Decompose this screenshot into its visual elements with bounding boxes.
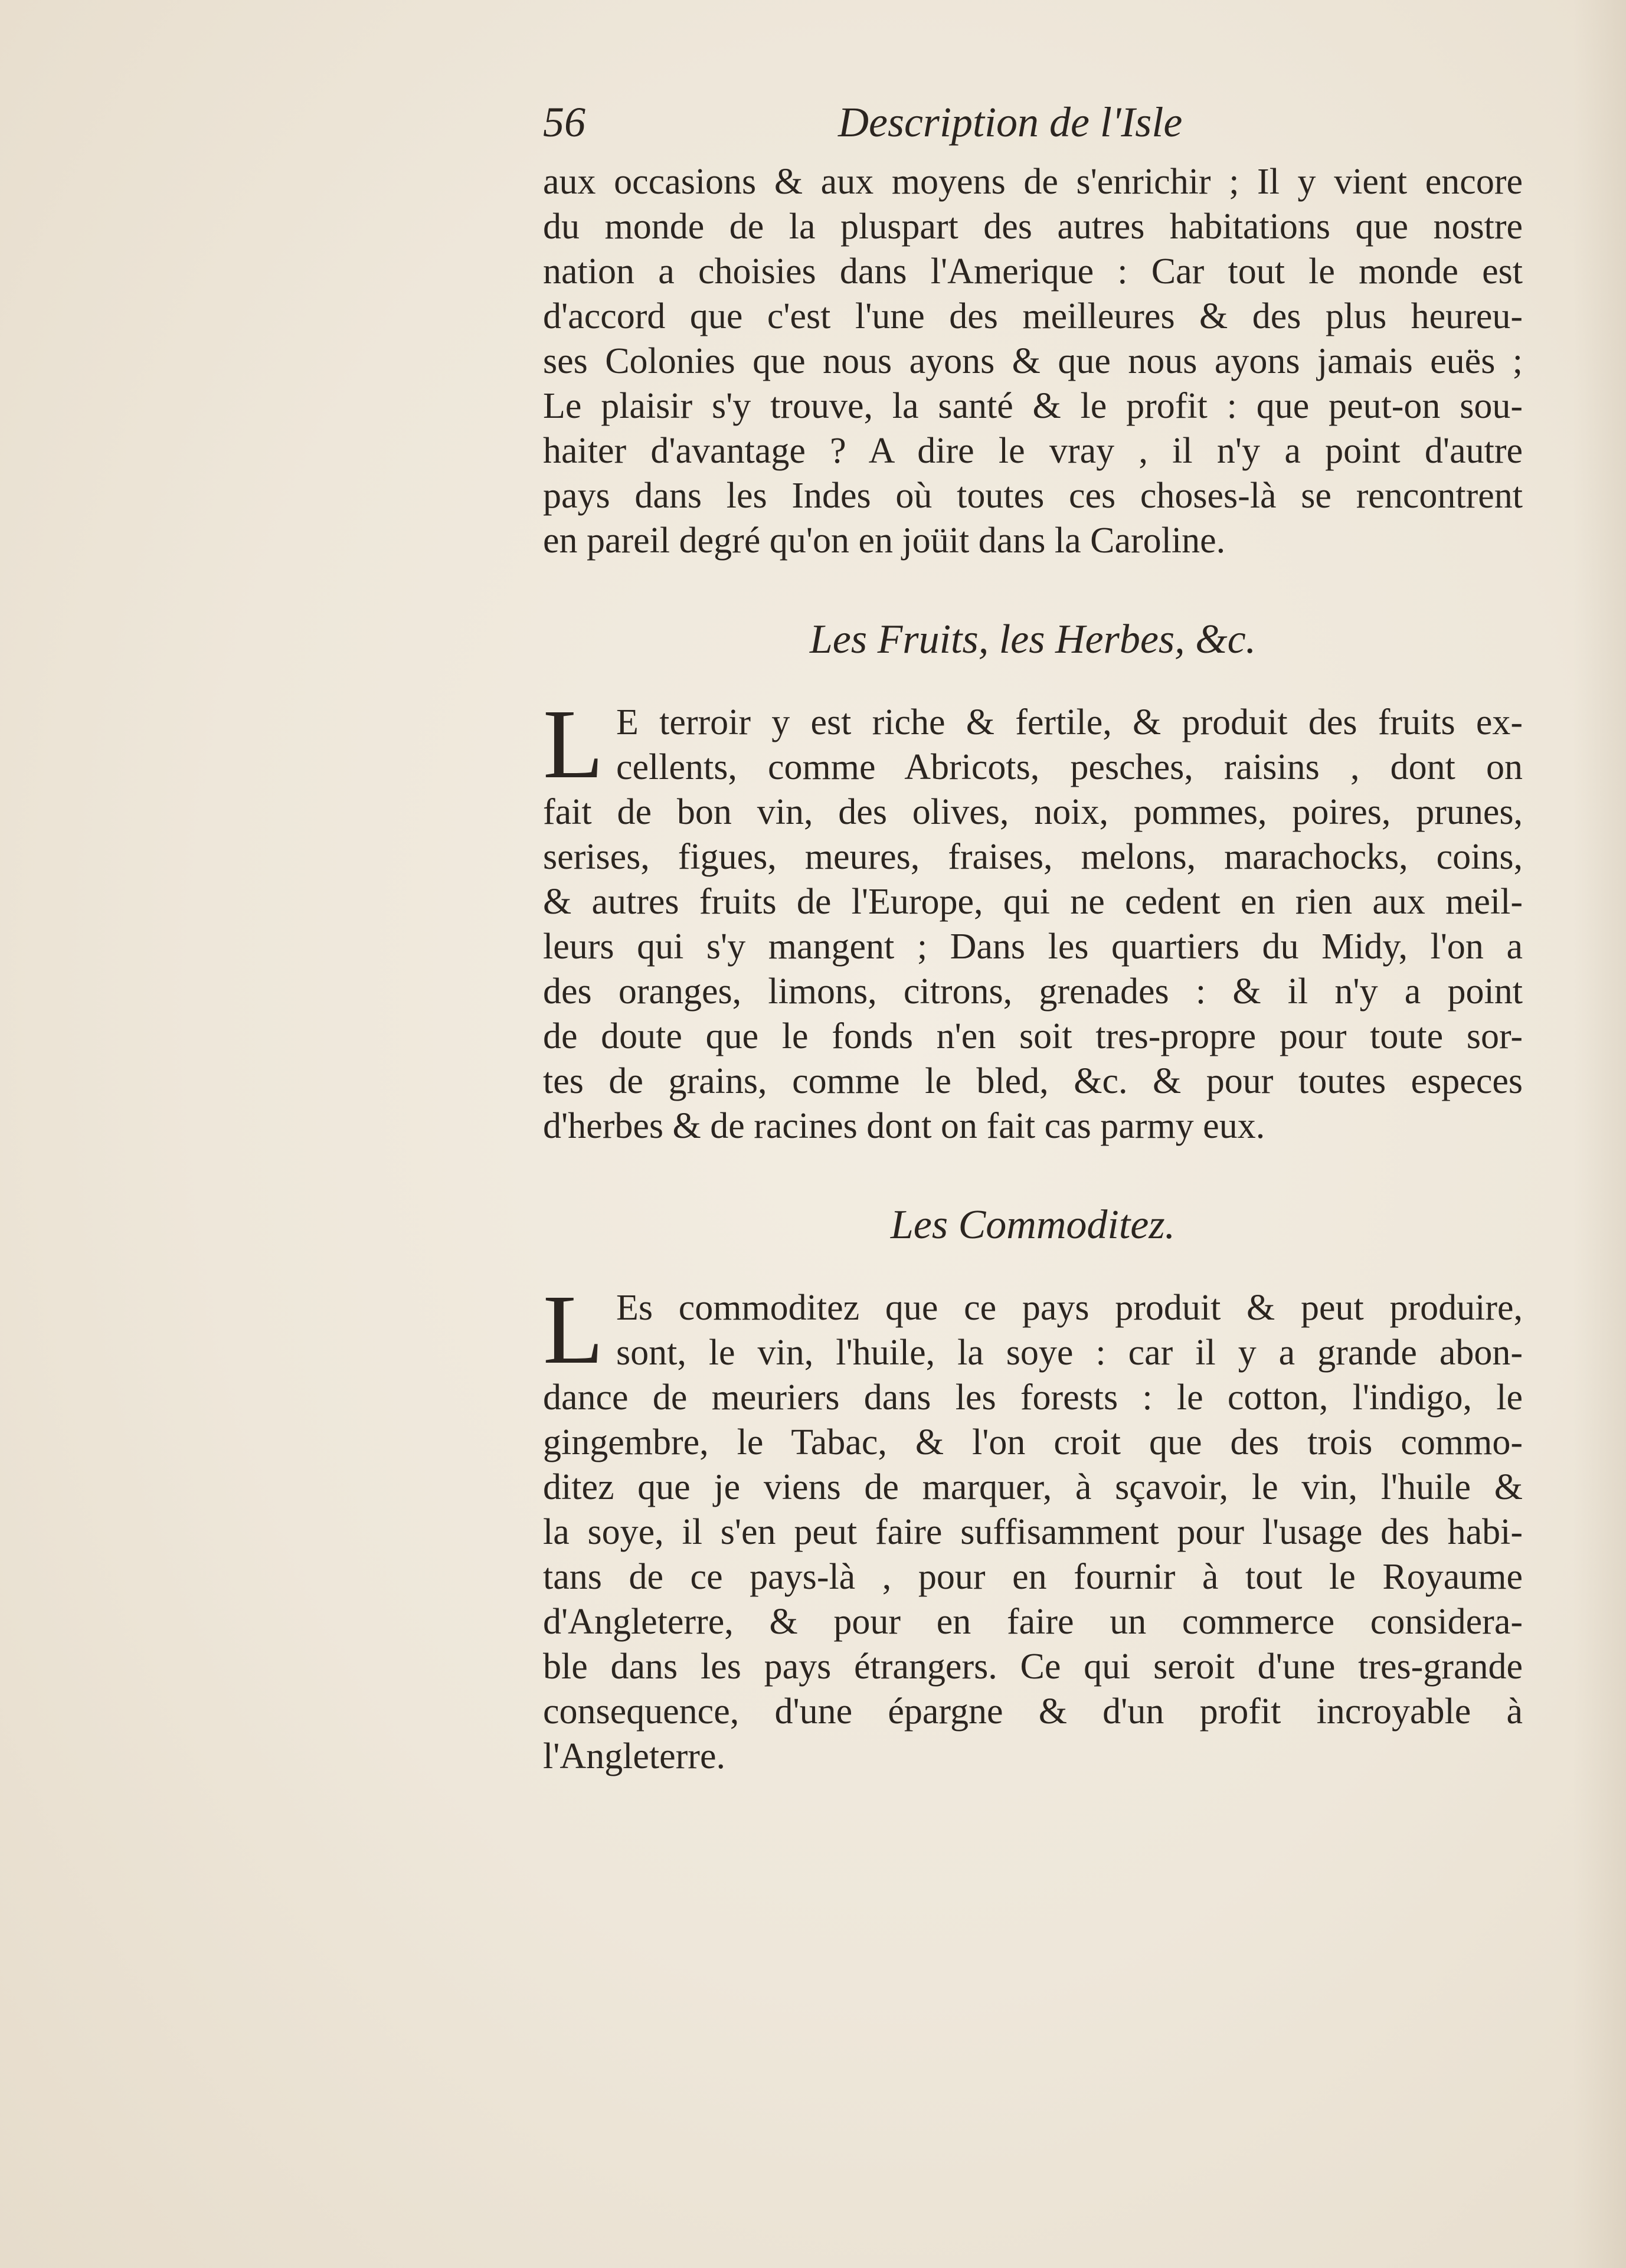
text-block <box>543 94 1523 1779</box>
commoditez-paragraph <box>543 1275 1523 1779</box>
running-title: Description de l'Isle <box>838 99 1183 146</box>
drop-cap: L <box>543 1275 604 1385</box>
text-line: fait de bon vin, des olives, noix, pommes, poires, prunes, <box>543 792 1523 832</box>
text-line: haiter d'avantage ? A dire le vray , il n'y a point d'autre <box>543 431 1523 471</box>
text-line: tes de grains, comme le bled, &c. & pour toutes especes <box>543 1061 1523 1101</box>
text-line: tans de ce pays-là , pour en fournir à tout le Royaume <box>543 1557 1523 1597</box>
section-heading-fruits: Les Fruits, les Herbes, &c. <box>809 617 1257 662</box>
text-line: d'herbes & de racines dont on fait cas parmy eux. <box>543 1106 1265 1146</box>
intro-paragraph <box>543 159 1523 563</box>
text-line: de doute que le fonds n'en soit tres-propre pour toute sor- <box>543 1016 1523 1056</box>
text-line: & autres fruits de l'Europe, qui ne cedent en rien aux meil- <box>543 882 1523 922</box>
text-line: dance de meuriers dans les forests : le cotton, l'indigo, le <box>543 1377 1523 1418</box>
text-line: pays dans les Indes où toutes ces choses-là se rencontrent <box>543 476 1523 516</box>
text-line: des oranges, limons, citrons, grenades : & il n'y a point <box>543 971 1523 1012</box>
text-line: aux occasions & aux moyens de s'enrichir ; Il y vient encore <box>543 162 1523 202</box>
page-number: 56 <box>543 99 585 146</box>
text-line: ses Colonies que nous ayons & que nous ayons jamais euës ; <box>543 341 1523 381</box>
text-line: du monde de la pluspart des autres habitations que nostre <box>543 207 1523 247</box>
text-line: ditez que je viens de marquer, à sçavoir, le vin, l'huile & <box>543 1467 1523 1507</box>
text-line: leurs qui s'y mangent ; Dans les quartiers du Midy, l'on a <box>543 927 1523 967</box>
text-line: cellents, comme Abricots, pesches, raisins , dont on <box>616 747 1523 787</box>
text-line: gingembre, le Tabac, & l'on croit que des trois commo- <box>543 1422 1523 1462</box>
running-head <box>543 94 1523 159</box>
text-line: en pareil degré qu'on en joüit dans la Caroline. <box>543 521 1226 561</box>
text-line: sont, le vin, l'huile, la soye : car il y a grande abon- <box>616 1333 1523 1373</box>
text-line: Le plaisir s'y trouve, la santé & le profit : que peut-on sou- <box>543 386 1523 426</box>
text-line: ble dans les pays étrangers. Ce qui seroit d'une tres-grande <box>543 1647 1523 1687</box>
text-line: nation a choisies dans l'Amerique : Car tout le monde est <box>543 251 1523 292</box>
text-line: E terroir y est riche & fertile, & produit des fruits ex- <box>616 702 1523 742</box>
text-line: serises, figues, meures, fraises, melons, marachocks, coins, <box>543 837 1523 877</box>
text-line: consequence, d'une épargne & d'un profit incroyable à <box>543 1691 1523 1732</box>
fruits-paragraph <box>543 689 1523 1148</box>
text-line: d'Angleterre, & pour en faire un commerce considera- <box>543 1602 1523 1642</box>
text-line: l'Angleterre. <box>543 1736 725 1776</box>
page-edge-shadow <box>1573 0 1626 2268</box>
drop-cap: L <box>543 689 604 799</box>
text-line: d'accord que c'est l'une des meilleures & des plus heureu- <box>543 296 1523 336</box>
section-heading-commoditez: Les Commoditez. <box>890 1202 1176 1248</box>
text-line: Es commoditez que ce pays produit & peut produire, <box>616 1288 1523 1328</box>
text-line: la soye, il s'en peut faire suffisamment pour l'usage des habi- <box>543 1512 1523 1552</box>
